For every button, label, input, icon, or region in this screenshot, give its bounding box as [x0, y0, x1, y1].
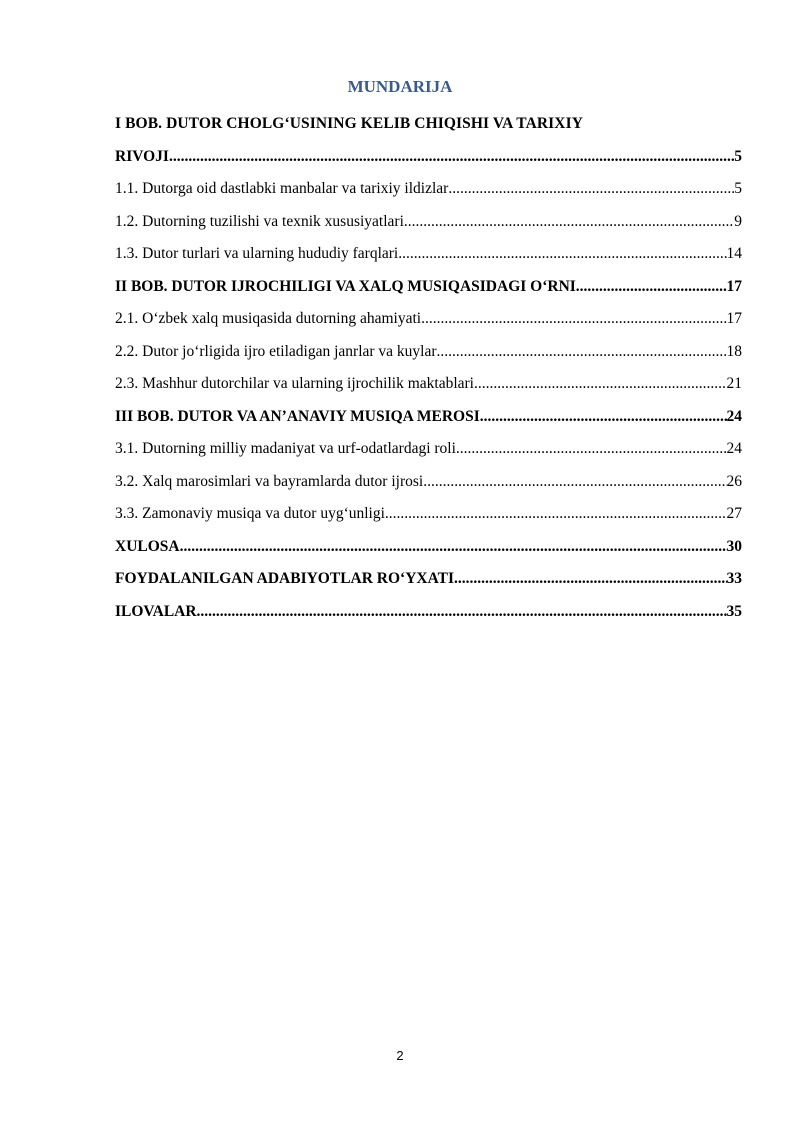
toc-entry-label: 2.1. O‘zbek xalq musiqasida dutorning ahamiyati: [115, 310, 422, 327]
toc-entry-chapter-2[interactable]: [115, 271, 742, 304]
toc-title: MUNDARIJA: [347, 77, 453, 96]
toc-entry-label: 1.1. Dutorga oid dastlabki manbalar va tarixiy ildizlar: [115, 180, 449, 197]
dot-leader: [385, 498, 727, 531]
toc-entry-label: 2.2. Dutor jo‘rligida ijro etiladigan janrlar va kuylar: [115, 342, 437, 360]
dot-leader: [448, 173, 734, 206]
toc-entry-page: 24: [726, 407, 742, 425]
dot-leader: [180, 531, 727, 564]
toc-entry-label: 3.1. Dutorning milliy madaniyat va urf-odatlardagi roli: [115, 440, 456, 457]
toc-entry-page: 24: [726, 440, 742, 457]
toc-entry-label: 3.3. Zamonaviy musiqa va dutor uyg‘unligi: [115, 505, 385, 522]
toc-entry-page: 5: [734, 180, 742, 197]
page-number: 2: [396, 1048, 404, 1063]
toc-entry-label: II BOB. DUTOR IJROCHILIGI VA XALQ MUSIQASIDAGI O‘RNI: [115, 277, 576, 295]
toc-entry-3-1[interactable]: [115, 433, 742, 466]
toc-entry-chapter-1[interactable]: [115, 108, 742, 173]
toc-entry-page: 18: [726, 342, 742, 360]
toc-entry-label-line2: RIVOJI: [115, 147, 169, 165]
toc-entry-page: 21: [726, 375, 742, 392]
toc-entry-1-2[interactable]: [115, 206, 742, 239]
toc-entry-conclusion[interactable]: [115, 531, 742, 564]
toc-entry-page: 9: [734, 212, 742, 230]
toc-entry-page: 35: [726, 602, 742, 620]
toc-entry-2-2[interactable]: [115, 336, 742, 369]
toc-entry-page: 30: [726, 537, 742, 555]
toc-entry-page: 33: [726, 570, 742, 587]
toc-entry-label: 2.3. Mashhur dutorchilar va ularning ijrochilik maktablari: [115, 375, 474, 392]
dot-leader: [576, 271, 727, 304]
toc-entry-label: 3.2. Xalq marosimlari va bayramlarda dutor ijrosi: [115, 472, 424, 490]
toc-entry-page: 27: [726, 505, 742, 522]
dot-leader: [437, 336, 727, 369]
toc-entry-3-2[interactable]: [115, 466, 742, 499]
toc-entry-2-3[interactable]: [115, 368, 742, 401]
toc-entry-2-1[interactable]: [115, 303, 742, 336]
toc-entry-label: XULOSA: [115, 537, 180, 555]
toc-entry-label: ILOVALAR: [115, 602, 197, 620]
dot-leader: [398, 238, 726, 271]
toc-entry-label: FOYDALANILGAN ADABIYOTLAR RO‘YXATI: [115, 570, 455, 587]
toc-entry-label: III BOB. DUTOR VA AN’ANAVIY MUSIQA MEROSI: [115, 407, 480, 425]
toc-entry-1-3[interactable]: [115, 238, 742, 271]
toc-entry-label: 1.2. Dutorning tuzilishi va texnik xususiyatlari: [115, 212, 404, 230]
toc-entry-3-3[interactable]: [115, 498, 742, 531]
dot-leader: [197, 596, 727, 629]
toc-entry-chapter-3[interactable]: [115, 401, 742, 434]
dot-leader: [169, 141, 734, 174]
toc-entry-page: 14: [726, 245, 742, 262]
toc-entry-page: 17: [726, 277, 742, 295]
toc-entry-references[interactable]: [115, 563, 742, 596]
toc-entry-1-1[interactable]: [115, 173, 742, 206]
dot-leader: [454, 563, 726, 596]
toc-entry-label: 1.3. Dutor turlari va ularning hududiy farqlari: [115, 245, 399, 262]
toc-entry-label-line1: I BOB. DUTOR CHOLG‘USINING KELIB CHIQISHI VA TARIXIY: [115, 115, 584, 132]
dot-leader: [474, 368, 727, 401]
toc-entry-page: 17: [726, 310, 742, 327]
dot-leader: [456, 433, 727, 466]
dot-leader: [404, 206, 734, 239]
dot-leader: [480, 401, 727, 434]
toc-entry-page: 26: [726, 472, 742, 490]
dot-leader: [421, 303, 726, 336]
dot-leader: [423, 466, 726, 499]
toc-entry-page: 5: [734, 147, 742, 165]
table-of-contents: [115, 108, 742, 628]
toc-entry-appendices[interactable]: [115, 596, 742, 629]
